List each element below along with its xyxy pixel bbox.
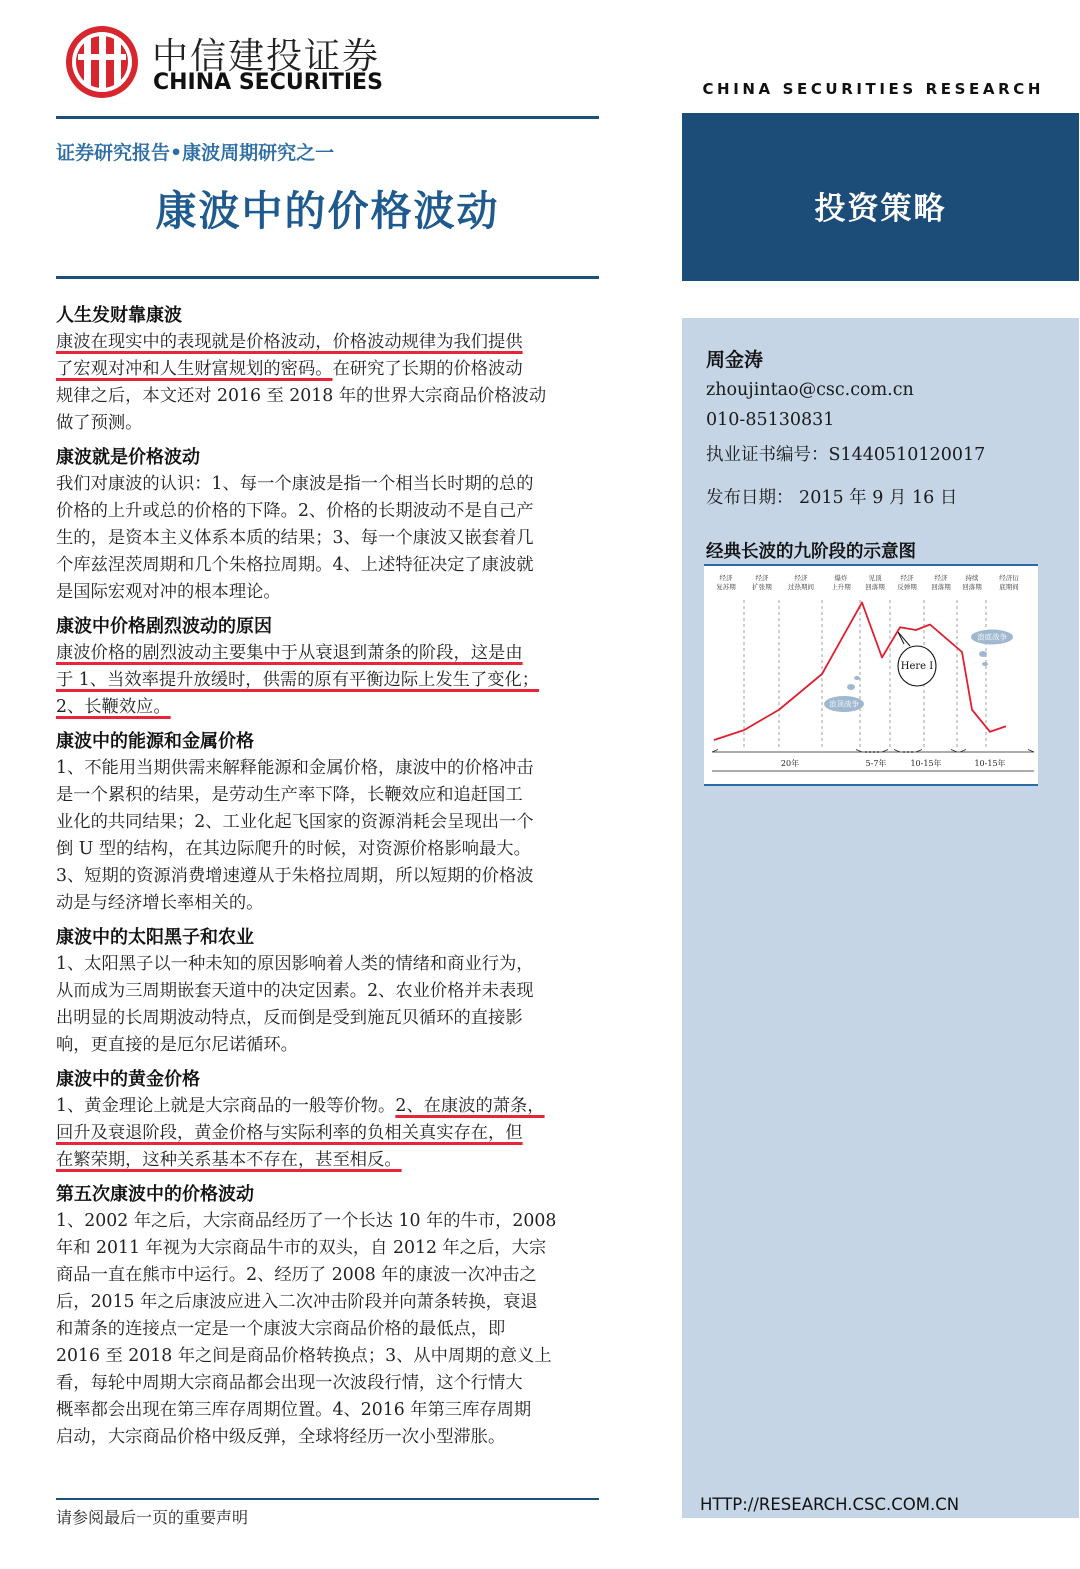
text-run: 商品一直在熊市中运行。2、经历了 2008 年的康波一次冲击之 — [56, 1265, 537, 1285]
section-heading: 康波中的黄金价格 — [56, 1069, 200, 1090]
text-run: 响，更直接的是厄尔尼诺循环。 — [56, 1035, 298, 1055]
text-run: 1、不能用当期供需来解释能源和金属价格，康波中的价格冲击 — [56, 758, 534, 778]
stage-label: 经济衍 — [999, 574, 1019, 582]
stage-label: 经济 — [794, 574, 808, 582]
text-line — [56, 410, 588, 437]
text-line — [56, 383, 588, 410]
duration-dot — [903, 751, 905, 753]
text-line — [56, 498, 588, 525]
stage-label: 爆炸 — [834, 574, 848, 582]
trough-war-puff — [979, 651, 987, 657]
stage-label: 复苏期 — [716, 583, 736, 591]
logo-chinese-name: 中信建投证券 — [152, 36, 381, 77]
text-line — [56, 640, 588, 667]
text-line — [56, 1262, 588, 1289]
text-line — [56, 1235, 588, 1262]
stage-label: 扩张期 — [752, 583, 772, 591]
text-run: 年和 2011 年视为大宗商品牛市的双头，自 2012 年之后，大宗 — [56, 1238, 547, 1258]
text-run: 看，每轮中周期大宗商品都会出现一次波段行情，这个行情大 — [56, 1373, 523, 1393]
csc-logo-icon — [64, 24, 140, 100]
text-line — [56, 1289, 588, 1316]
duration-dot — [869, 751, 871, 753]
text-line — [56, 1397, 588, 1424]
section-heading: 人生发财靠康波 — [56, 305, 182, 326]
report-summary — [56, 303, 588, 1459]
text-run: 后，2015 年之后康波应进入二次冲击阶段并向萧条转换，衰退 — [56, 1292, 538, 1312]
text-line — [56, 525, 588, 552]
section-heading: 康波中价格剧烈波动的原因 — [56, 616, 272, 637]
text-line — [56, 863, 588, 890]
underlined-text: 2、在康波的萧条， — [395, 1096, 545, 1116]
section-heading: 第五次康波中的价格波动 — [56, 1184, 254, 1205]
underlined-text: 康波价格的剧烈波动主要集中于从衰退到萧条的阶段，这是由 — [56, 643, 523, 663]
text-run: 价格的上升或总的价格的下降。2、价格的长期波动不是自己产 — [56, 501, 534, 521]
text-line — [56, 356, 588, 383]
text-run: 我们对康波的认识：1、每一个康波是指一个相当长时期的总的 — [56, 474, 534, 494]
text-line — [56, 329, 588, 356]
underlined-text: 了宏观对冲和人生财富规划的密码。 — [56, 359, 333, 379]
text-line — [56, 836, 588, 863]
price-wave-line — [714, 603, 1006, 741]
underlined-text: 康波在现实中的表现就是价格波动，价格波动规律为我们提供 — [56, 332, 523, 352]
duration-dot — [865, 751, 867, 753]
speech-bubble-tail — [898, 632, 910, 646]
stage-label: 持续 — [965, 574, 979, 582]
stage-label: 经济 — [934, 574, 948, 582]
text-run: 规律之后，本文还对 2016 至 2018 年的世界大宗商品价格波动 — [56, 386, 547, 406]
author-phone: 010-85130831 — [706, 410, 835, 430]
duration-dot — [911, 751, 913, 753]
text-line — [56, 1005, 588, 1032]
stage-label: 上升期 — [831, 583, 851, 591]
text-run: 1、太阳黑子以一种未知的原因影响着人类的情绪和商业行为， — [56, 954, 534, 974]
text-line — [56, 1032, 588, 1059]
text-line — [56, 978, 588, 1005]
text-run: 概率都会出现在第三库存周期位置。4、2016 年第三库存周期 — [56, 1400, 532, 1420]
text-run: 是国际宏观对冲的根本理论。 — [56, 582, 281, 602]
stage-label: 回落期 — [865, 583, 885, 591]
figure-bottom-rule — [704, 784, 1038, 786]
text-run: 倒 U 型的结构，在其边际爬升的时候，对资源价格影响最大。 — [56, 839, 531, 859]
peak-war-puff — [854, 676, 860, 680]
duration-label: 10-15年 — [910, 759, 942, 768]
underlined-text: 在繁荣期，这种关系基本不存在，甚至相反。 — [56, 1150, 402, 1170]
trough-war-label: 浪底战争 — [977, 632, 1007, 642]
stage-label: 回落期 — [931, 583, 951, 591]
research-label: CHINA SECURITIES RESEARCH — [702, 80, 1044, 98]
license-number: 执业证书编号：S1440510120017 — [706, 445, 986, 465]
duration-dot — [873, 751, 875, 753]
text-run: 3、短期的资源消费增速遵从于朱格拉周期，所以短期的价格波 — [56, 866, 534, 886]
section-heading: 康波就是价格波动 — [56, 447, 200, 468]
section-paragraph — [56, 640, 588, 721]
text-line — [56, 579, 588, 606]
duration-label: 5-7年 — [865, 759, 887, 768]
text-line — [56, 1208, 588, 1235]
stage-label: 回落期 — [962, 583, 982, 591]
report-title: 康波中的价格波动 — [155, 187, 500, 235]
text-line — [56, 694, 588, 721]
section-paragraph — [56, 329, 588, 437]
footer-disclaimer: 请参阅最后一页的重要声明 — [56, 1508, 249, 1527]
text-run: 和萧条的连接点一定是一个康波大宗商品价格的最低点，即 — [56, 1319, 506, 1339]
report-series: 证券研究报告•康波周期研究之一 — [56, 142, 335, 164]
section-heading: 康波中的能源和金属价格 — [56, 731, 254, 752]
text-line — [56, 755, 588, 782]
text-run: 动是与经济增长率相关的。 — [56, 893, 264, 913]
stage-label: 反弹期 — [897, 583, 917, 591]
title-bottom-rule — [56, 276, 599, 279]
text-run: 在研究了长期的价格波动 — [332, 359, 523, 379]
text-run: 个库兹涅茨周期和几个朱格拉周期。4、上述特征决定了康波就 — [56, 555, 534, 575]
trough-war-puff — [982, 662, 988, 666]
stage-label: 过热期间 — [788, 583, 814, 591]
duration-label: 10-15年 — [974, 759, 1006, 768]
footer-rule — [56, 1498, 599, 1500]
stage-label: 经济 — [719, 574, 733, 582]
section-heading: 康波中的太阳黑子和农业 — [56, 927, 254, 948]
author-name: 周金涛 — [706, 349, 764, 371]
text-line — [56, 667, 588, 694]
underlined-text: 2、长鞭效应。 — [56, 697, 171, 717]
duration-dot — [877, 751, 879, 753]
duration-dot — [907, 751, 909, 753]
text-line — [56, 1370, 588, 1397]
section-paragraph — [56, 1093, 588, 1174]
stage-label: 经济 — [900, 574, 914, 582]
title-top-rule — [56, 116, 599, 119]
text-line — [56, 809, 588, 836]
text-line — [56, 1093, 588, 1120]
underlined-text: 回升及衰退阶段，黄金价格与实际利率的负相关真实存在，但 — [56, 1123, 523, 1143]
stage-label: 见顶 — [868, 574, 882, 582]
long-wave-chart — [704, 566, 1038, 784]
here-label: Here I — [900, 661, 934, 672]
text-run: 是一个累积的结果，是劳动生产率下降，长鞭效应和追赶国工 — [56, 785, 523, 805]
text-run: 做了预测。 — [56, 413, 143, 433]
text-line — [56, 782, 588, 809]
website-link[interactable]: HTTP://RESEARCH.CSC.COM.CN — [700, 1495, 960, 1514]
stage-label: 经济 — [755, 574, 769, 582]
text-line — [56, 1424, 588, 1451]
text-run: 生的，是资本主义体系本质的结果；3、每一个康波又嵌套着几 — [56, 528, 534, 548]
text-run: 启动，大宗商品价格中级反弹，全球将经历一次小型滞胀。 — [56, 1427, 506, 1447]
figure-title: 经典长波的九阶段的示意图 — [706, 542, 916, 562]
section-paragraph — [56, 471, 588, 606]
section-paragraph — [56, 951, 588, 1059]
text-line — [56, 1343, 588, 1370]
author-email[interactable]: zhoujintao@csc.com.cn — [706, 380, 914, 400]
duration-label: 20年 — [780, 759, 800, 768]
logo-english-name: CHINA SECURITIES — [153, 70, 383, 95]
text-line — [56, 471, 588, 498]
text-line — [56, 552, 588, 579]
text-line — [56, 1316, 588, 1343]
text-run: 1、黄金理论上就是大宗商品的一般等价物。 — [56, 1096, 396, 1116]
peak-war-label: 浪顶战争 — [829, 699, 859, 709]
text-run: 业化的共同结果；2、工业化起飞国家的资源消耗会呈现出一个 — [56, 812, 534, 832]
underlined-text: 于 1、当效率提升放缓时，供需的原有平衡边际上发生了变化； — [56, 670, 540, 690]
text-run: 1、2002 年之后，大宗商品经历了一个长达 10 年的牛市，2008 — [56, 1211, 557, 1231]
text-run: 出明显的长周期波动特点，反而倒是受到施瓦贝循环的直接影 — [56, 1008, 523, 1028]
category-banner — [682, 113, 1079, 281]
section-paragraph — [56, 755, 588, 917]
peak-war-puff — [847, 684, 855, 690]
text-run: 2016 至 2018 年之间是商品价格转换点；3、从中周期的意义上 — [56, 1346, 552, 1366]
text-line — [56, 1120, 588, 1147]
text-line — [56, 951, 588, 978]
section-paragraph — [56, 1208, 588, 1451]
text-line — [56, 890, 588, 917]
publish-date: 发布日期： 2015 年 9 月 16 日 — [706, 488, 958, 508]
text-line — [56, 1147, 588, 1174]
category-label: 投资策略 — [814, 191, 947, 227]
text-run: 从而成为三周期嵌套天道中的决定因素。2、农业价格并未表现 — [56, 981, 534, 1001]
stage-label: 底期间 — [999, 583, 1019, 591]
